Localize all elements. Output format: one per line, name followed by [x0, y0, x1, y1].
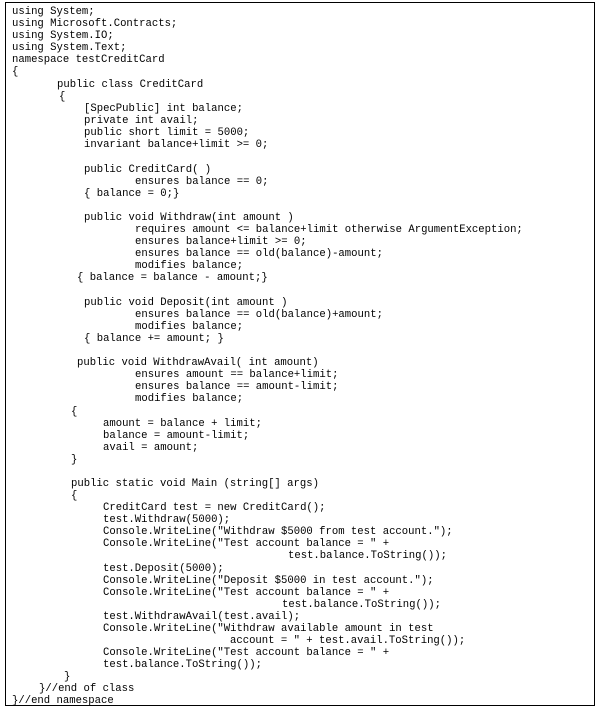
code-line: ensures balance+limit >= 0;	[135, 236, 307, 248]
code-line: CreditCard test = new CreditCard();	[103, 502, 326, 514]
code-frame	[5, 2, 595, 706]
code-line: amount = balance + limit;	[103, 418, 262, 430]
code-line: test.Deposit(5000);	[103, 563, 224, 575]
code-line: invariant balance+limit >= 0;	[84, 139, 269, 151]
code-line: modifies balance;	[135, 321, 244, 333]
code-line: [SpecPublic] int balance;	[84, 103, 243, 115]
code-line: ensures balance == amount-limit;	[135, 381, 339, 393]
code-line: public void WithdrawAvail( int amount)	[77, 357, 319, 369]
code-line: }//end of class	[39, 683, 135, 695]
code-line: { balance += amount; }	[84, 333, 224, 345]
code-line: Console.WriteLine("Withdraw $5000 from test account.");	[103, 526, 453, 538]
code-line: public short limit = 5000;	[84, 127, 250, 139]
code-line: ensures balance == old(balance)-amount;	[135, 248, 383, 260]
code-line: Console.WriteLine("Test account balance = " +	[103, 587, 390, 599]
code-line: Console.WriteLine("Test account balance = " +	[103, 647, 390, 659]
code-line: using System;	[12, 6, 95, 18]
code-line: using Microsoft.Contracts;	[12, 18, 178, 30]
code-line: test.WithdrawAvail(test.avail);	[103, 611, 301, 623]
code-line: public void Withdraw(int amount )	[84, 212, 294, 224]
code-line: Console.WriteLine("Test account balance = " +	[103, 538, 390, 550]
code-line: {	[59, 91, 66, 103]
code-line: public void Deposit(int amount )	[84, 297, 288, 309]
code-line: public static void Main (string[] args)	[71, 478, 319, 490]
code-line: test.balance.ToString());	[103, 659, 262, 671]
code-line: test.balance.ToString());	[282, 599, 441, 611]
code-line: namespace testCreditCard	[12, 54, 165, 66]
code-line: Console.WriteLine("Withdraw available amount in test	[103, 623, 434, 635]
code-line: {	[12, 66, 19, 78]
code-line: {	[71, 490, 78, 502]
code-line: test.balance.ToString());	[288, 550, 447, 562]
code-line: public CreditCard( )	[84, 164, 212, 176]
code-line: Console.WriteLine("Deposit $5000 in test account.");	[103, 575, 434, 587]
code-line: }	[71, 454, 78, 466]
code-line: { balance = balance - amount;}	[77, 272, 268, 284]
code-line: requires amount <= balance+limit otherwise ArgumentException;	[135, 224, 523, 236]
code-line: }	[64, 671, 71, 683]
code-line: using System.Text;	[12, 42, 127, 54]
code-line: ensures amount == balance+limit;	[135, 369, 339, 381]
code-line: test.Withdraw(5000);	[103, 514, 231, 526]
code-line: avail = amount;	[103, 442, 199, 454]
code-line: { balance = 0;}	[84, 188, 180, 200]
code-line: public class CreditCard	[57, 79, 204, 91]
code-line: using System.IO;	[12, 30, 114, 42]
code-line: }//end namespace	[12, 695, 114, 707]
code-line: {	[71, 406, 78, 418]
code-line: ensures balance == 0;	[135, 176, 269, 188]
code-line: account = " + test.avail.ToString());	[230, 635, 466, 647]
code-line: modifies balance;	[135, 260, 244, 272]
code-line: balance = amount-limit;	[103, 430, 250, 442]
code-listing	[6, 3, 594, 705]
code-line: modifies balance;	[135, 393, 244, 405]
code-line: ensures balance == old(balance)+amount;	[135, 309, 383, 321]
code-line: private int avail;	[84, 115, 199, 127]
